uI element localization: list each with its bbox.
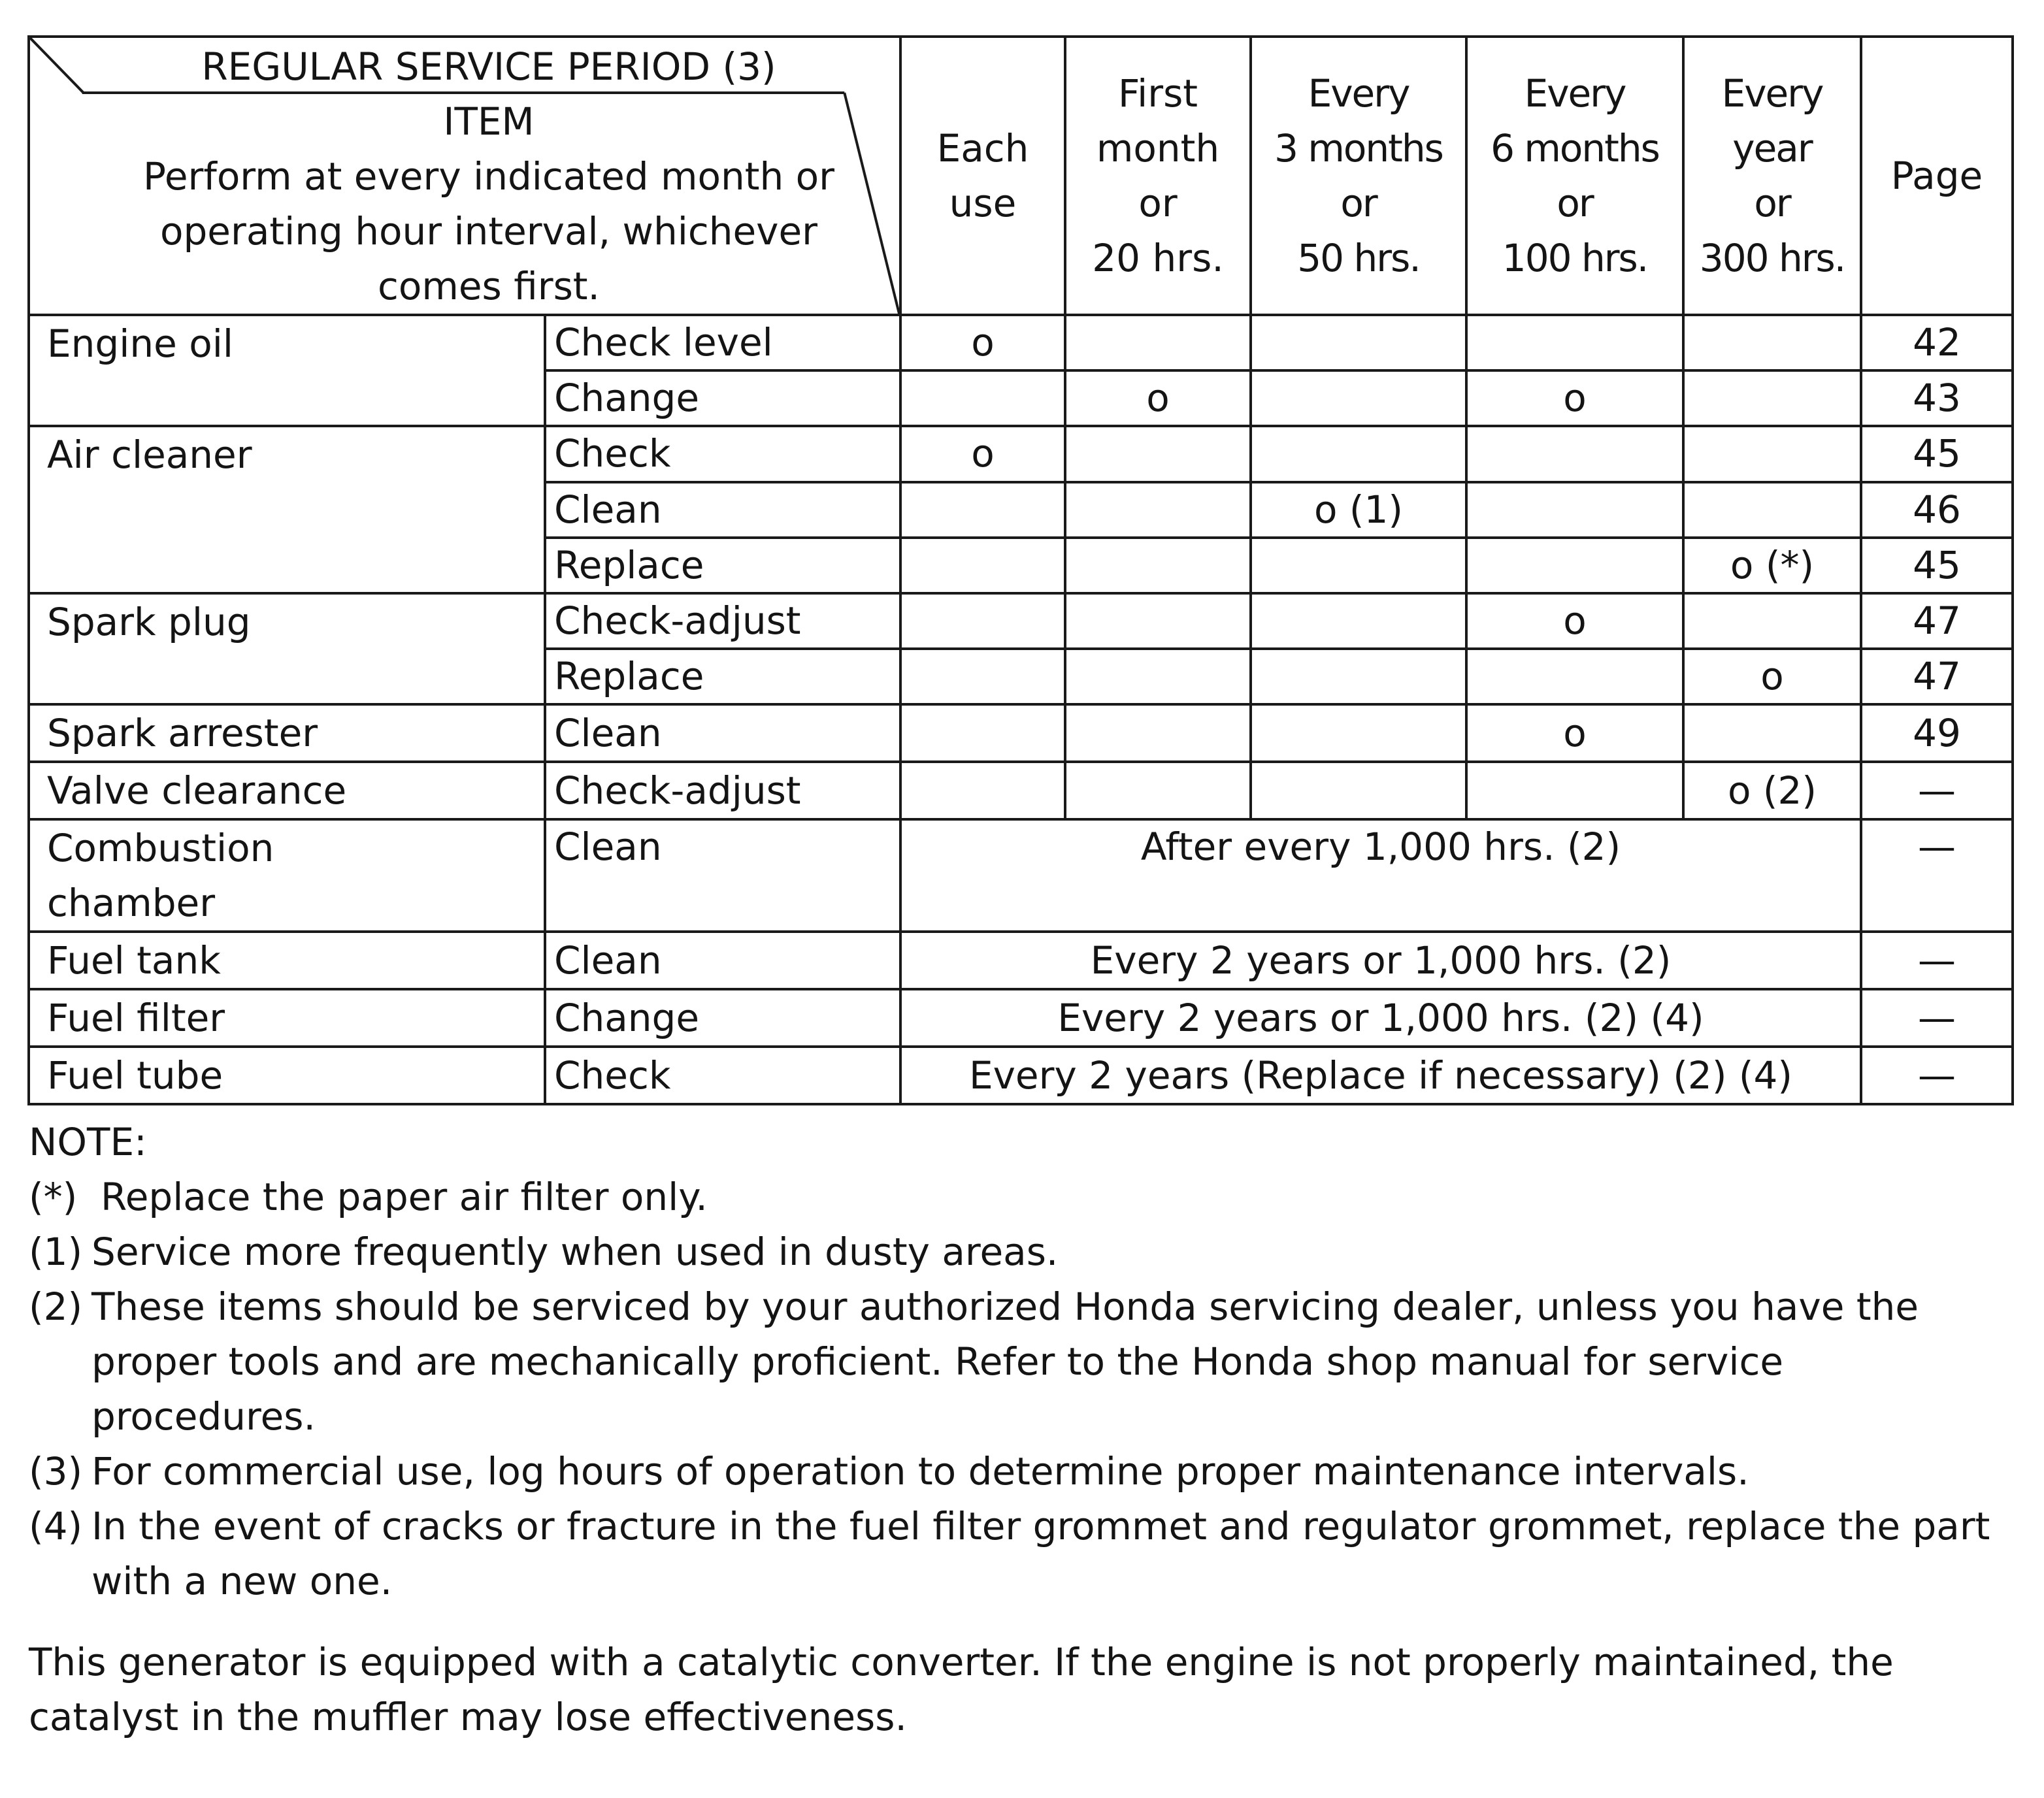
item-name-text: Engine oil — [47, 321, 233, 366]
column-header-line: Every — [1524, 71, 1626, 116]
table-row — [29, 819, 2013, 932]
action-cell: Change — [545, 370, 900, 426]
mark-cell — [1683, 593, 1861, 649]
mark-cell — [1065, 538, 1251, 593]
column-header-line: 6 months — [1491, 126, 1659, 171]
item-name-text: Air cleaner — [47, 433, 252, 478]
item-name — [29, 762, 545, 819]
mark-cell — [1065, 649, 1251, 704]
column-header-line: or — [1340, 181, 1377, 225]
notes-section — [29, 1115, 2015, 1744]
interval-span-cell: Every 2 years or 1,000 hrs. (2) (4) — [900, 989, 1861, 1047]
instruction-line: comes first. — [378, 264, 600, 308]
mark-cell — [1466, 426, 1683, 482]
service-period-title: REGULAR SERVICE PERIOD (3) — [201, 44, 776, 89]
item-label: ITEM — [443, 99, 535, 144]
mark-cell — [1065, 704, 1251, 762]
mark-cell — [1251, 370, 1466, 426]
column-header-line: Every — [1721, 71, 1823, 116]
note-item — [29, 1499, 2015, 1609]
page-number: — — [1861, 989, 2013, 1047]
interval-span-cell: After every 1,000 hrs. (2) — [900, 819, 1861, 932]
interval-span-cell: Every 2 years (Replace if necessary) (2) (4) — [900, 1047, 1861, 1104]
item-name-text: Spark plug — [47, 599, 251, 644]
mark-cell — [1683, 426, 1861, 482]
action-cell: Check-adjust — [545, 762, 900, 819]
table-row — [29, 989, 2013, 1047]
column-header-every-year — [1683, 37, 1861, 315]
page-number: 45 — [1861, 426, 2013, 482]
column-header-line: 100 hrs. — [1502, 236, 1648, 280]
page-number: — — [1861, 1047, 2013, 1104]
mark-cell: o (1) — [1251, 482, 1466, 538]
mark-cell — [1251, 593, 1466, 649]
note-text: For commercial use, log hours of operation to determine proper maintenance intervals. — [91, 1449, 1749, 1494]
mark-cell — [900, 704, 1065, 762]
mark-cell: o — [1466, 704, 1683, 762]
action-cell: Clean — [545, 704, 900, 762]
note-item — [29, 1224, 2015, 1279]
item-name — [29, 932, 545, 989]
mark-cell — [1466, 649, 1683, 704]
mark-cell: o (2) — [1683, 762, 1861, 819]
table-row — [29, 593, 2013, 649]
note-text: Replace the paper air filter only. — [101, 1175, 708, 1219]
item-name — [29, 426, 545, 593]
table-row — [29, 315, 2013, 370]
page-number: — — [1861, 819, 2013, 932]
mark-cell — [1683, 482, 1861, 538]
note-marker: (*) — [29, 1175, 78, 1219]
column-header-line: or — [1138, 181, 1178, 225]
item-name-text: Fuel filter — [47, 996, 225, 1041]
page-number: 49 — [1861, 704, 2013, 762]
mark-cell — [900, 370, 1065, 426]
item-name — [29, 819, 545, 932]
column-header-3-months — [1251, 37, 1466, 315]
instruction-line: operating hour interval, whichever — [159, 209, 818, 253]
column-header-first-month — [1065, 37, 1251, 315]
mark-cell — [1683, 315, 1861, 370]
note-marker: (4) — [29, 1504, 83, 1548]
mark-cell — [1251, 704, 1466, 762]
column-header-6-months — [1466, 37, 1683, 315]
mark-cell — [1251, 426, 1466, 482]
header-row — [29, 37, 2013, 315]
action-cell: Clean — [545, 819, 900, 932]
note-text: Service more frequently when used in dusty areas. — [91, 1230, 1059, 1274]
mark-cell — [1466, 482, 1683, 538]
item-name-text: Valve clearance — [47, 768, 347, 813]
mark-cell — [1251, 649, 1466, 704]
note-item — [29, 1169, 2015, 1224]
table-row — [29, 762, 2013, 819]
item-name — [29, 315, 545, 426]
mark-cell: o — [1683, 649, 1861, 704]
page-number: 45 — [1861, 538, 2013, 593]
column-header-line: month — [1096, 126, 1220, 171]
column-header-each-use — [900, 37, 1065, 315]
column-header-line: Every — [1308, 71, 1409, 116]
table-row — [29, 704, 2013, 762]
action-cell: Replace — [545, 649, 900, 704]
action-cell: Replace — [545, 538, 900, 593]
table-row — [29, 1047, 2013, 1104]
note-item — [29, 1279, 2015, 1444]
note-item — [29, 1444, 2015, 1499]
page-number: 47 — [1861, 593, 2013, 649]
table-row — [29, 426, 2013, 482]
header-corner-cell — [29, 37, 900, 315]
catalyst-note: This generator is equipped with a catalytic converter. If the engine is not properly maintained, the catalyst in the muffler may lose effectiveness. — [29, 1640, 1894, 1739]
action-cell: Clean — [545, 482, 900, 538]
action-cell: Check-adjust — [545, 593, 900, 649]
item-name — [29, 1047, 545, 1104]
action-cell: Change — [545, 989, 900, 1047]
page-number: — — [1861, 932, 2013, 989]
mark-cell: o — [1065, 370, 1251, 426]
item-name — [29, 989, 545, 1047]
column-header-line: Each — [936, 126, 1029, 171]
note-marker: (1) — [29, 1230, 83, 1274]
mark-cell — [1466, 315, 1683, 370]
mark-cell — [900, 649, 1065, 704]
item-name-text: chamber — [47, 881, 216, 926]
item-name — [29, 593, 545, 704]
maintenance-schedule-table — [27, 35, 2014, 1105]
note-marker: (3) — [29, 1449, 83, 1494]
mark-cell: o — [1466, 593, 1683, 649]
note-marker: (2) — [29, 1284, 83, 1329]
action-cell: Check — [545, 426, 900, 482]
mark-cell — [900, 538, 1065, 593]
column-header-line: use — [949, 181, 1017, 225]
mark-cell — [1466, 538, 1683, 593]
mark-cell: o (*) — [1683, 538, 1861, 593]
page-number: 42 — [1861, 315, 2013, 370]
notes-heading: NOTE: — [29, 1120, 147, 1164]
mark-cell — [1251, 315, 1466, 370]
column-header-line: 50 hrs. — [1297, 236, 1420, 280]
interval-span-cell: Every 2 years or 1,000 hrs. (2) — [900, 932, 1861, 989]
mark-cell — [1683, 704, 1861, 762]
page-number: 47 — [1861, 649, 2013, 704]
mark-cell — [900, 762, 1065, 819]
page-number: 43 — [1861, 370, 2013, 426]
column-header-line: 300 hrs. — [1699, 236, 1845, 280]
mark-cell — [1065, 593, 1251, 649]
mark-cell — [900, 593, 1065, 649]
item-name-text: Combustion — [47, 826, 274, 871]
mark-cell: o — [900, 426, 1065, 482]
mark-cell — [1466, 762, 1683, 819]
column-header-line: or — [1557, 181, 1593, 225]
mark-cell — [1065, 315, 1251, 370]
mark-cell: o — [1466, 370, 1683, 426]
instruction-line: Perform at every indicated month or — [142, 154, 835, 199]
item-name-text: Fuel tank — [47, 938, 221, 983]
column-header-line: 3 months — [1274, 126, 1443, 171]
column-header-page: Page — [1861, 37, 2013, 315]
item-name-text: Spark arrester — [47, 711, 318, 756]
mark-cell — [1683, 370, 1861, 426]
mark-cell — [1065, 762, 1251, 819]
page-number: 46 — [1861, 482, 2013, 538]
column-header-line: First — [1117, 71, 1198, 116]
mark-cell — [1251, 538, 1466, 593]
action-cell: Clean — [545, 932, 900, 989]
item-name-text: Fuel tube — [47, 1053, 223, 1098]
table-row — [29, 932, 2013, 989]
note-text: These items should be serviced by your authorized Honda servicing dealer, unless you have the proper tools and are mechanically proficient. Refer to the Honda shop manual for service procedures. — [91, 1284, 1919, 1439]
column-header-line: or — [1754, 181, 1790, 225]
action-cell: Check — [545, 1047, 900, 1104]
mark-cell — [1065, 426, 1251, 482]
mark-cell — [900, 482, 1065, 538]
item-name — [29, 704, 545, 762]
mark-cell — [1251, 762, 1466, 819]
note-text: In the event of cracks or fracture in the fuel filter grommet and regulator grommet, replace the part with a new one. — [91, 1504, 1990, 1603]
action-cell: Check level — [545, 315, 900, 370]
page-number: — — [1861, 762, 2013, 819]
mark-cell: o — [900, 315, 1065, 370]
column-header-line: year — [1732, 126, 1812, 171]
mark-cell — [1065, 482, 1251, 538]
column-header-line: 20 hrs. — [1092, 236, 1224, 280]
